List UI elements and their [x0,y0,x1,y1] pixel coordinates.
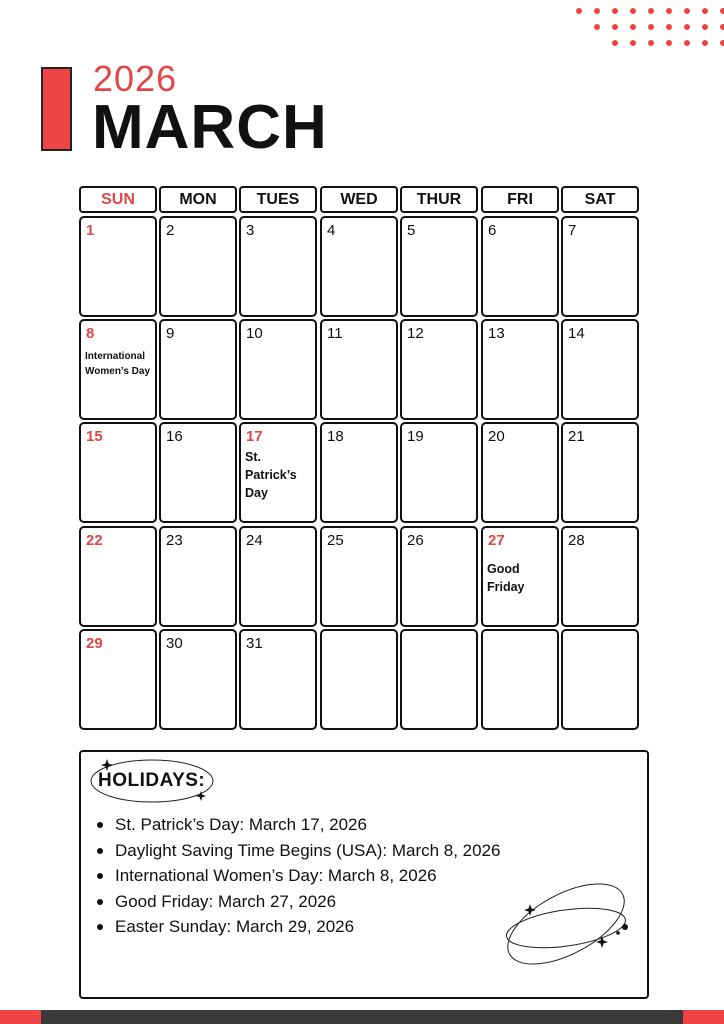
weekday-fri: FRI [481,186,559,213]
calendar-day-cell [159,629,237,730]
decorative-dot [630,40,636,46]
decorative-dot [684,24,690,30]
orbit-decoration [498,870,638,978]
weekday-wed: WED [320,186,398,213]
day-number: 13 [488,325,505,342]
day-number: 22 [86,532,103,549]
calendar-day-cell [400,319,478,420]
calendar-day-cell [79,319,157,420]
decorative-dot [702,8,708,14]
holiday-item: Daylight Saving Time Begins (USA): March 8, 2026 [115,838,501,864]
day-number: 2 [166,222,175,239]
accent-bar [41,67,72,151]
calendar-day-cell [239,319,317,420]
calendar-day-cell [239,422,317,523]
calendar-day-cell [79,216,157,317]
decorative-dot [612,8,618,14]
day-number: 25 [327,532,344,549]
day-number: 10 [246,325,263,342]
decorative-dot [648,24,654,30]
day-event-label: Good Friday [487,562,525,594]
decorative-dot [684,8,690,14]
calendar-day-cell [79,422,157,523]
decorative-dot [666,8,672,14]
day-number: 3 [246,222,255,239]
weekday-thu: THUR [400,186,478,213]
decorative-dot [720,8,724,14]
decorative-dot [594,24,600,30]
calendar-day-cell [481,319,559,420]
day-number: 30 [166,635,183,652]
holidays-list [115,812,501,940]
calendar-day-cell [159,422,237,523]
calendar-day-cell [561,422,639,523]
day-number: 23 [166,532,183,549]
holidays-title: HOLIDAYS: [98,770,206,791]
calendar-day-cell [159,216,237,317]
calendar-day-cell [561,216,639,317]
footer-dark-band [41,1010,683,1024]
calendar-day-cell [79,526,157,627]
weekday-sat: SAT [561,186,639,213]
calendar-day-cell [320,629,398,730]
decorative-dot [684,40,690,46]
holiday-item: Easter Sunday: March 29, 2026 [115,914,501,940]
day-event-label: International Women’s Day [85,351,151,377]
day-number: 16 [166,428,183,445]
day-number: 8 [86,325,95,342]
decorative-dot [630,8,636,14]
decorative-dot [702,40,708,46]
day-number: 11 [327,325,343,342]
decorative-dot [594,8,600,14]
calendar-day-cell [561,629,639,730]
day-number: 7 [568,222,577,239]
decorative-dot [612,24,618,30]
weekday-sun: SUN [79,186,157,213]
day-number: 20 [488,428,505,445]
holiday-item: St. Patrick’s Day: March 17, 2026 [115,812,501,838]
calendar-year: 2026 [93,58,178,99]
day-number: 5 [407,222,416,239]
calendar-day-cell [239,526,317,627]
holiday-item: Good Friday: March 27, 2026 [115,889,501,915]
calendar-day-cell [400,422,478,523]
decorative-dot [576,8,582,14]
decorative-dot [630,24,636,30]
decorative-dot [720,40,724,46]
calendar-day-cell [159,319,237,420]
decorative-dot [720,24,724,30]
calendar-day-cell [239,216,317,317]
day-number: 29 [86,635,103,652]
day-number: 4 [327,222,336,239]
day-number: 15 [86,428,103,445]
day-number: 26 [407,532,424,549]
day-number: 24 [246,532,263,549]
day-number: 6 [488,222,497,239]
day-number: 17 [246,428,263,445]
calendar-day-cell [159,526,237,627]
day-number: 21 [568,428,585,445]
footer-accent-left [0,1010,41,1024]
decorative-dot [612,40,618,46]
calendar-day-cell [320,216,398,317]
calendar-day-cell [400,629,478,730]
calendar-day-cell [320,319,398,420]
decorative-dot [702,24,708,30]
day-event-label: St. Patrick’s Day [245,450,297,500]
footer-accent-right [683,1010,724,1024]
weekday-mon: MON [159,186,237,213]
calendar-day-cell [400,216,478,317]
calendar-day-cell [481,216,559,317]
calendar-day-cell [320,526,398,627]
weekday-tue: TUES [239,186,317,213]
decorative-dot [666,40,672,46]
decorative-dot [648,8,654,14]
calendar-day-cell [320,422,398,523]
calendar-day-cell [79,629,157,730]
calendar-day-cell [400,526,478,627]
footer-bar [0,1010,724,1024]
day-number: 9 [166,325,175,342]
calendar-day-cell [481,422,559,523]
day-number: 1 [86,222,95,239]
decorative-dot [666,24,672,30]
day-number: 14 [568,325,585,342]
calendar-day-cell [561,319,639,420]
decorative-dot [648,40,654,46]
calendar-day-cell [481,526,559,627]
calendar-day-cell [561,526,639,627]
calendar-month: MARCH [92,93,328,162]
calendar-day-cell [239,629,317,730]
holiday-item: International Women’s Day: March 8, 2026 [115,863,501,889]
day-number: 28 [568,532,585,549]
day-number: 12 [407,325,424,342]
calendar-day-cell [481,629,559,730]
day-number: 27 [488,532,505,549]
decorative-dot-grid [574,4,724,54]
day-number: 18 [327,428,344,445]
day-number: 19 [407,428,424,445]
day-number: 31 [246,635,263,652]
